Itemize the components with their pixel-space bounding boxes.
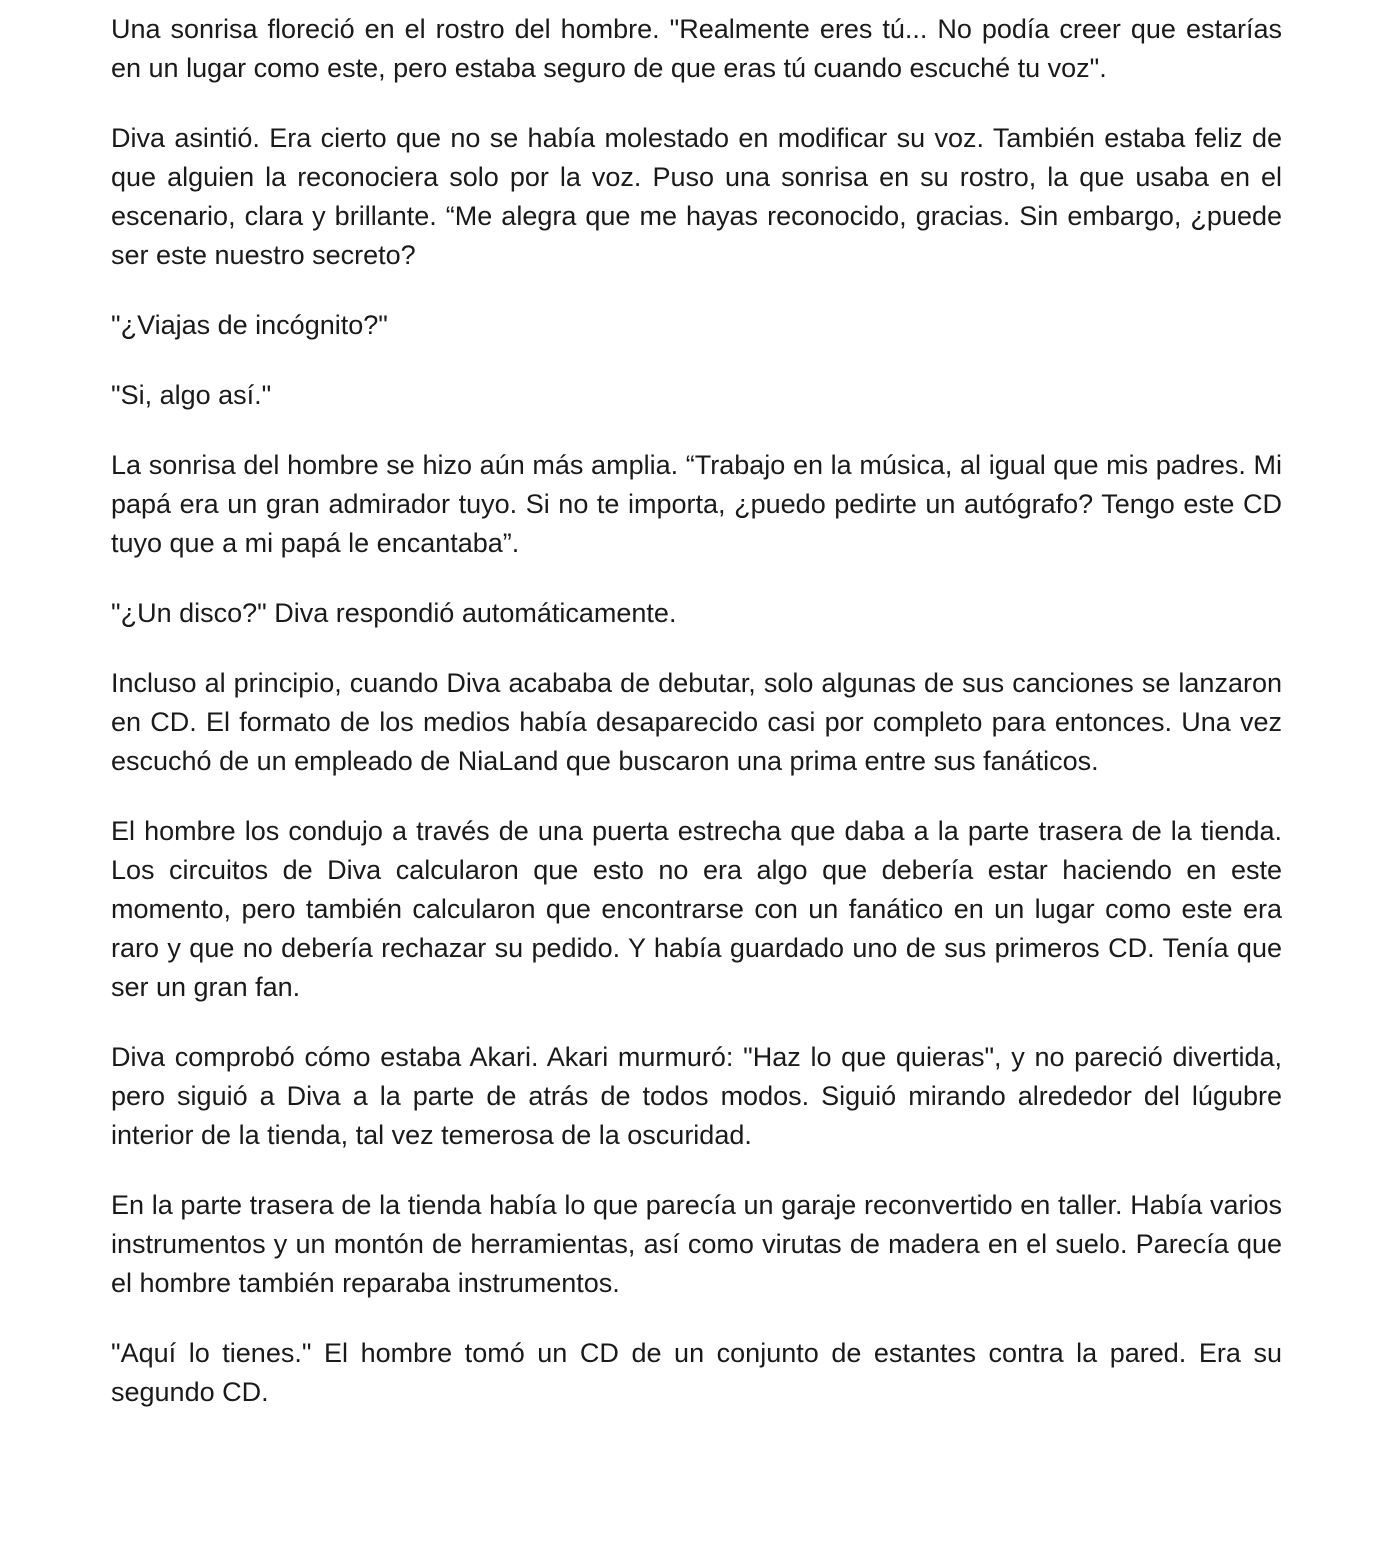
paragraph: El hombre los condujo a través de una puerta estrecha que daba a la parte trasera de la tienda. Los circuitos de Diva calcularon que esto no era algo que debería estar haciendo en este momento, pero también calcularon que encontrarse con un fanático en un lugar como este era raro y que no debería rechazar su pedido. Y había guardado uno de sus primeros CD. Tenía que ser un gran fan. (111, 816, 1282, 1002)
paragraph: Incluso al principio, cuando Diva acababa de debutar, solo algunas de sus canciones se lanzaron en CD. El formato de los medios había desaparecido casi por completo para entonces. Una vez escuchó de un empleado de NiaLand que buscaron una prima entre sus fanáticos. (111, 668, 1282, 776)
paragraph: "¿Un disco?" Diva respondió automáticamente. (111, 598, 677, 628)
paragraph: En la parte trasera de la tienda había lo que parecía un garaje reconvertido en taller. Había varios instrumentos y un montón de herramientas, así como virutas de madera en el suelo. Parecía que el hombre también reparaba instrumentos. (111, 1190, 1282, 1298)
paragraph: "¿Viajas de incógnito?" (111, 310, 388, 340)
paragraph: "Si, algo así." (111, 380, 272, 410)
document-body (111, 10, 1282, 1412)
paragraph: Diva comprobó cómo estaba Akari. Akari murmuró: "Haz lo que quieras", y no pareció divertida, pero siguió a Diva a la parte de atrás de todos modos. Siguió mirando alrededor del lúgubre interior de la tienda, tal vez temerosa de la oscuridad. (111, 1042, 1282, 1150)
paragraph: "Aquí lo tienes." El hombre tomó un CD de un conjunto de estantes contra la pared. Era su segundo CD. (111, 1338, 1282, 1407)
paragraph: Una sonrisa floreció en el rostro del hombre. "Realmente eres tú... No podía creer que estarías en un lugar como este, pero estaba seguro de que eras tú cuando escuché tu voz". (111, 14, 1282, 83)
paragraph: La sonrisa del hombre se hizo aún más amplia. “Trabajo en la música, al igual que mis padres. Mi papá era un gran admirador tuyo. Si no te importa, ¿puedo pedirte un autógrafo? Tengo este CD tuyo que a mi papá le encantaba”. (111, 450, 1282, 558)
paragraph: Diva asintió. Era cierto que no se había molestado en modificar su voz. También estaba feliz de que alguien la reconociera solo por la voz. Puso una sonrisa en su rostro, la que usaba en el escenario, clara y brillante. “Me alegra que me hayas reconocido, gracias. Sin embargo, ¿puede ser este nuestro secreto? (111, 123, 1282, 270)
